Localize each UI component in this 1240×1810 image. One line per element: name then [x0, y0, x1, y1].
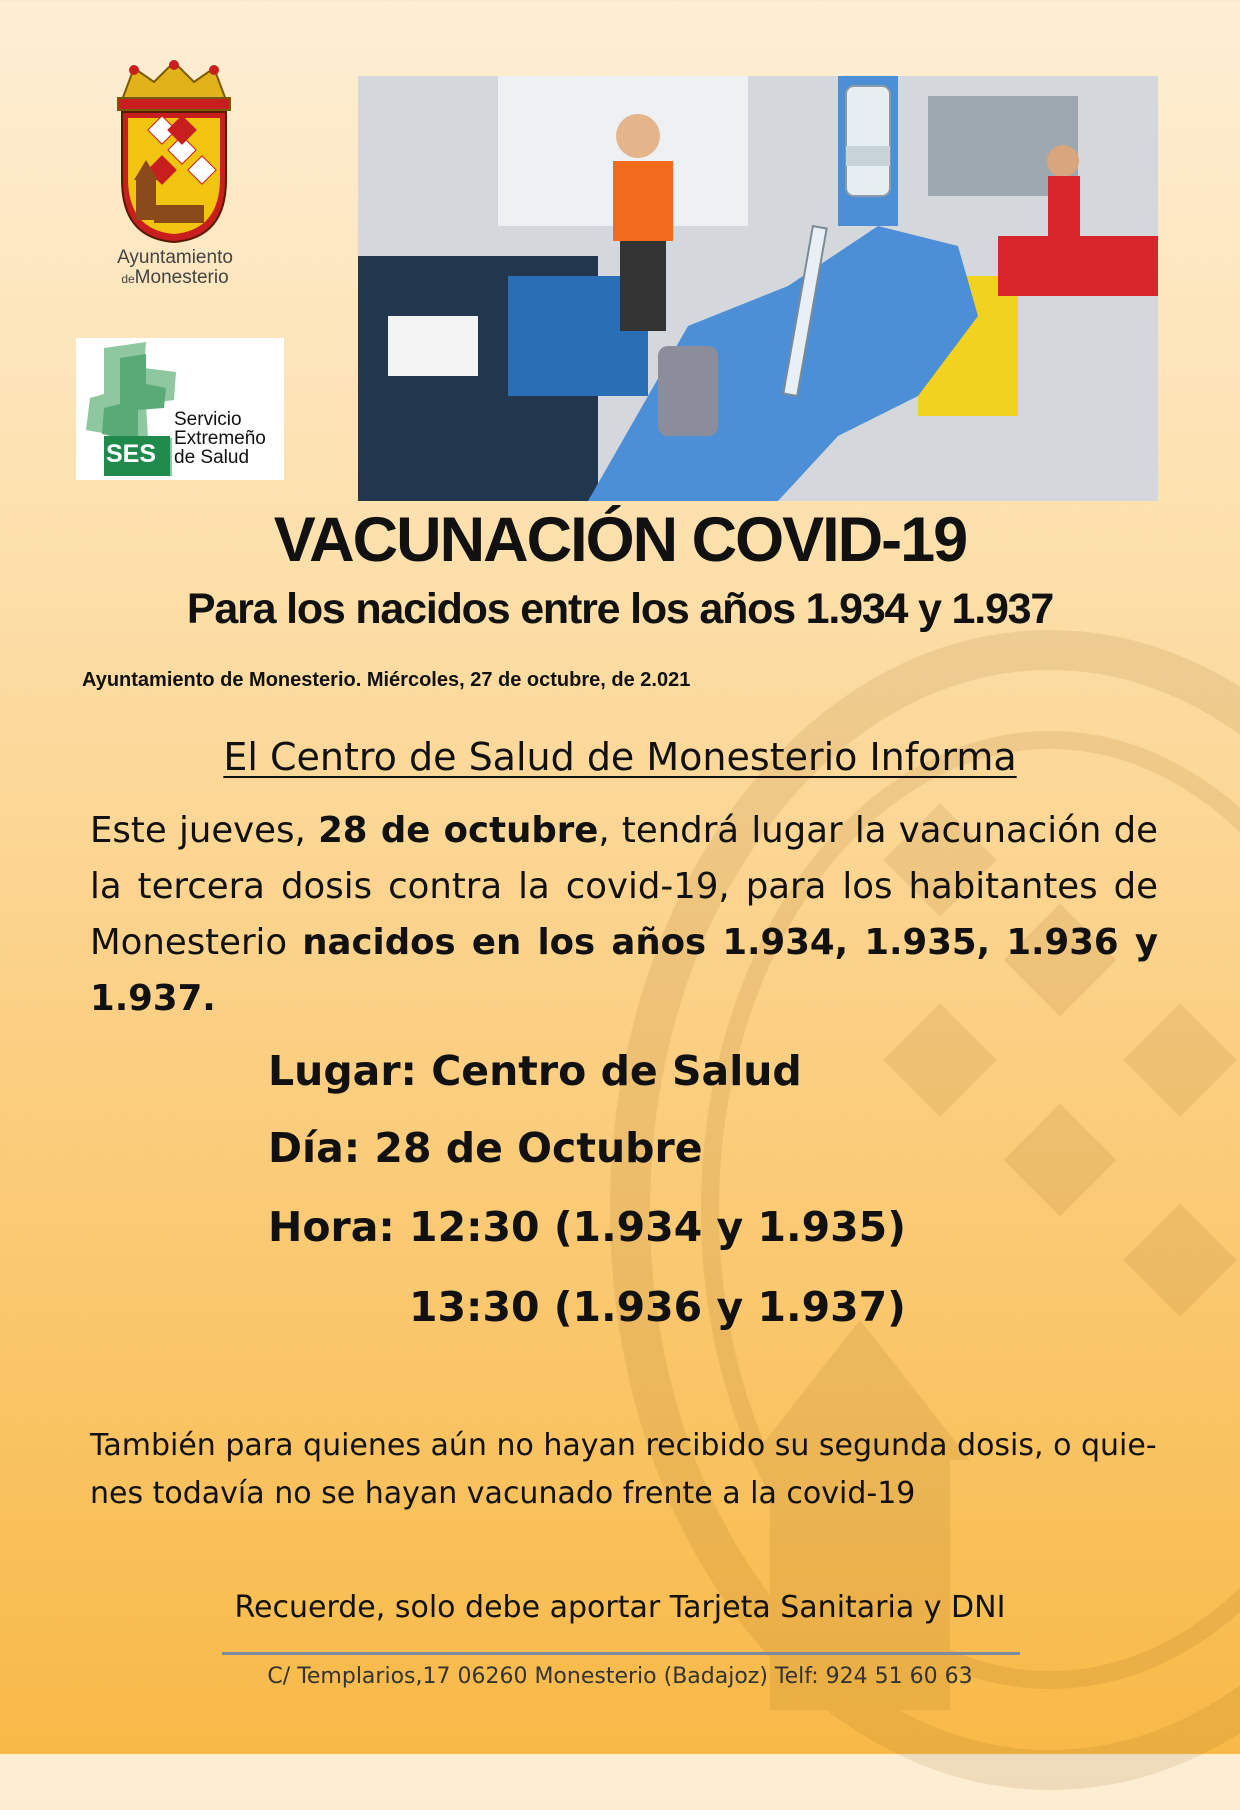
- vaccination-photo: [358, 76, 1158, 501]
- subtitle: Para los nacidos entre los años 1.934 y 1.937: [186, 585, 1054, 633]
- ses-name-line2: Extremeño: [174, 428, 266, 449]
- detail-time-2: 13:30 (1.936 y 1.937): [409, 1283, 906, 1331]
- announcement-birth-years: nacidos en los años 1.934, 1.935, 1.936 y 1.937.: [90, 922, 1158, 1019]
- ses-name: [174, 410, 266, 467]
- municipality-logo-line2: Monesterio: [134, 267, 229, 288]
- announcement-part3: , tendrá lugar la vacunación de la tercera dosis contra la covid-19, para los habitantes de Monesterio: [90, 810, 1159, 963]
- ses-logo: [76, 338, 284, 480]
- vaccination-photo-illustration: [358, 76, 1158, 501]
- detail-day: Día: 28 de Octubre: [268, 1124, 703, 1172]
- announcement-part1: Este jueves,: [90, 810, 319, 851]
- municipality-coat-of-arms-icon: [104, 60, 244, 245]
- municipality-logo-prefix: de: [121, 272, 135, 286]
- announcement-date: 28 de octubre: [318, 810, 599, 851]
- reminder-text: Recuerde, solo debe aportar Tarjeta Sanitaria y DNI: [234, 1590, 1006, 1625]
- additional-note: También para quienes aún no hayan recibido su segunda dosis, o quie- nes todavía no se hayan vacunado frente a la covid-19: [90, 1428, 1157, 1511]
- detail-place: Lugar: Centro de Salud: [268, 1047, 802, 1095]
- ses-name-line1: Servicio: [174, 409, 242, 430]
- municipality-logo-line1: Ayuntamiento: [117, 247, 233, 268]
- announcement-text: [90, 803, 1158, 1027]
- date-line: Ayuntamiento de Monesterio. Miércoles, 27 de octubre, de 2.021: [82, 669, 691, 691]
- main-title: VACUNACIÓN COVID-19: [273, 505, 967, 575]
- footer-address: C/ Templarios,17 06260 Monesterio (Badajoz) Telf: 924 51 60 63: [267, 1664, 973, 1689]
- ses-abbreviation: SES: [106, 440, 157, 468]
- detail-time-1: Hora: 12:30 (1.934 y 1.935): [268, 1203, 906, 1251]
- municipality-logo-label: [80, 248, 270, 289]
- section-heading: El Centro de Salud de Monesterio Informa: [223, 735, 1017, 779]
- ses-name-line3: de Salud: [174, 447, 250, 468]
- footer-divider: [222, 1652, 1020, 1655]
